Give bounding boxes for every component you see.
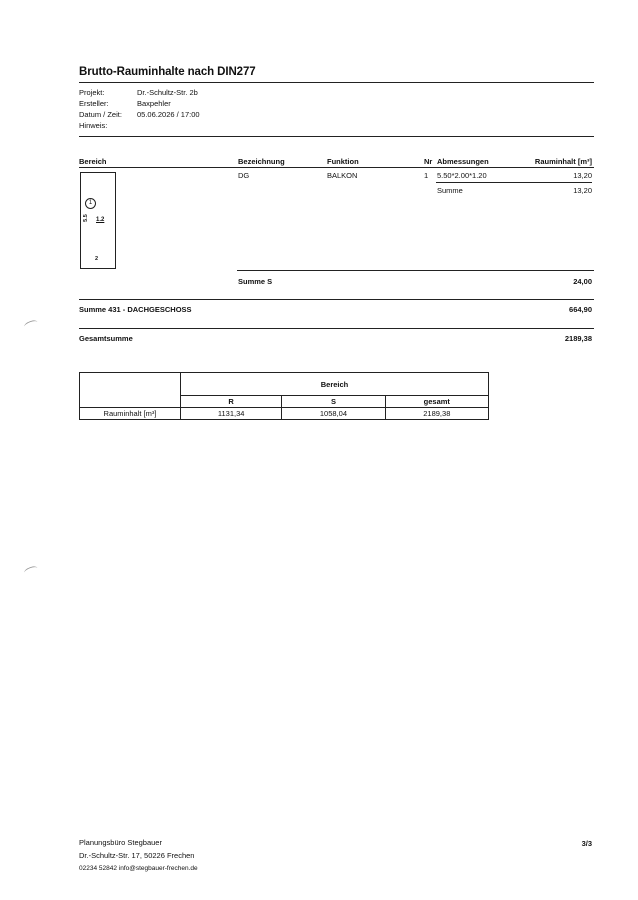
row-summe-value: 13,20 <box>573 186 592 195</box>
meta-ersteller: Ersteller: Baxpehler <box>79 99 171 108</box>
summe-431-label: Summe 431 - DACHGESCHOSS <box>79 305 192 314</box>
sketch-inner-label: 1.2 <box>96 217 105 223</box>
footer-contact: 02234 52842 info@stegbauer-frechen.de <box>79 865 198 872</box>
summary-empty-cell <box>80 373 181 408</box>
sketch-side-label: 5.5 <box>82 214 89 222</box>
gesamtsumme-value: 2189,38 <box>564 334 592 343</box>
summe-s-label: Summe S <box>238 277 273 286</box>
gesamtsumme-label: Gesamtsumme <box>79 334 133 343</box>
summary-col-gesamt: gesamt <box>385 396 488 408</box>
summary-table <box>79 372 489 420</box>
summe-431-value: 664,90 <box>569 305 592 314</box>
meta-projekt: Projekt: Dr.-Schultz-Str. 2b <box>79 88 198 97</box>
row-nr: 1 <box>424 171 429 180</box>
summary-val-r: 1131,34 <box>181 408 282 420</box>
summe-s-value: 24,00 <box>573 277 592 286</box>
header-rule <box>79 167 594 168</box>
summary-col-r: R <box>181 396 282 408</box>
summe-s-rule <box>237 270 594 271</box>
meta-rule <box>79 136 594 137</box>
col-funktion: Funktion <box>327 157 359 166</box>
gesamt-rule <box>79 328 594 329</box>
col-bezeichnung: Bezeichnung <box>238 157 285 166</box>
meta-block <box>79 87 200 131</box>
summary-val-s: 1058,04 <box>282 408 385 420</box>
punch-mark <box>23 565 39 576</box>
row-summe-label: Summe <box>437 186 463 195</box>
footer-company: Planungsbüro Stegbauer <box>79 838 162 847</box>
summe-431-rule <box>79 299 594 300</box>
col-abmessungen: Abmessungen <box>437 157 489 166</box>
row-sum-rule <box>436 182 592 183</box>
footer <box>79 836 198 875</box>
meta-hinweis: Hinweis: <box>79 121 108 130</box>
col-nr: Nr <box>424 157 433 166</box>
sketch-circle-marker: 1 <box>85 198 96 209</box>
row-bezeichnung: DG <box>238 171 250 180</box>
footer-address: Dr.-Schultz-Str. 17, 50226 Frechen <box>79 851 195 860</box>
title-rule <box>79 82 594 83</box>
sketch-bottom-label: 2 <box>95 256 99 262</box>
document-title: Brutto-Rauminhalte nach DIN277 <box>79 66 256 78</box>
punch-mark <box>23 319 39 330</box>
row-abmessungen: 5.50*2.00*1.20 <box>437 171 487 180</box>
row-rauminhalt: 13,20 <box>573 171 592 180</box>
meta-datum: Datum / Zeit: 05.06.2026 / 17:00 <box>79 110 200 119</box>
col-bereich: Bereich <box>79 157 107 166</box>
summary-row-label: Rauminhalt [m³] <box>80 408 181 420</box>
row-funktion: BALKON <box>327 171 358 180</box>
col-rauminhalt: Rauminhalt [m³] <box>534 157 592 166</box>
summary-group-header: Bereich <box>181 373 489 396</box>
summary-col-s: S <box>282 396 385 408</box>
summary-val-gesamt: 2189,38 <box>385 408 488 420</box>
page-number: 3/3 <box>581 839 592 848</box>
